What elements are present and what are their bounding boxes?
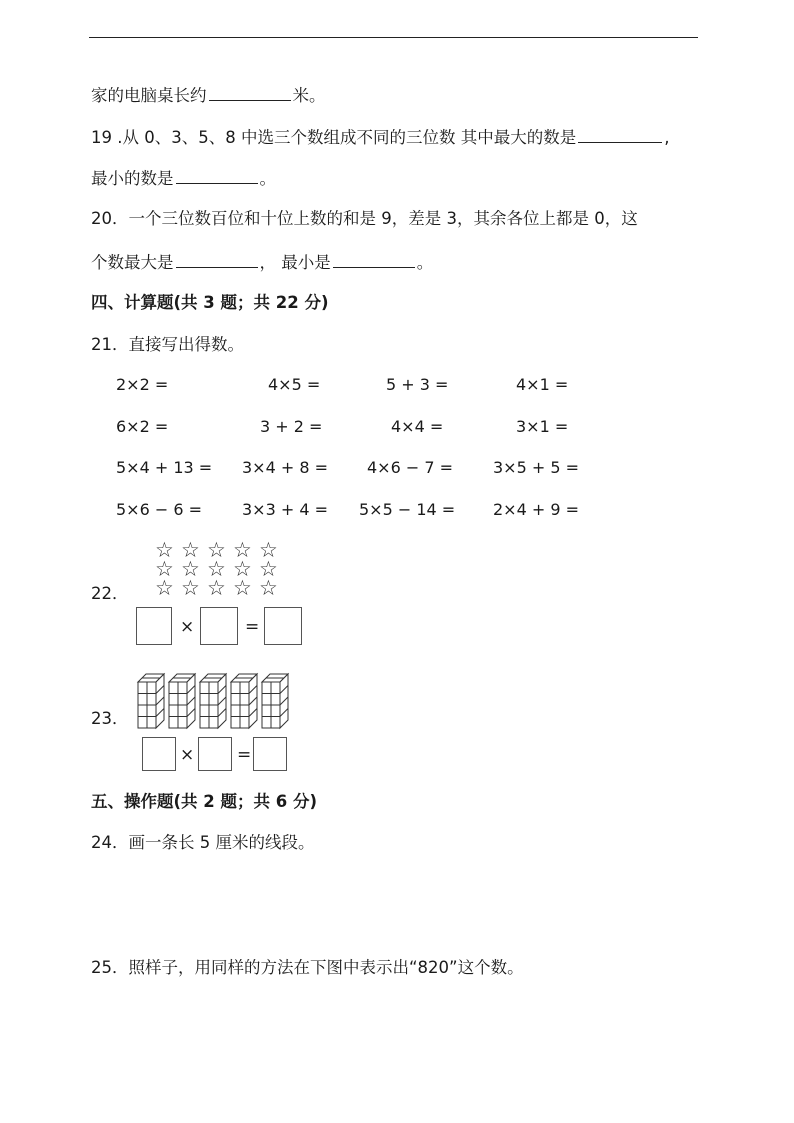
answer-blank[interactable] — [333, 250, 415, 268]
equation: 2×2 = — [116, 375, 169, 394]
question-text: 个数最大是 — [91, 253, 174, 272]
question-20-line1 — [91, 208, 638, 230]
section-heading-4: 四、计算题(共 3 题；共 22 分) — [91, 293, 329, 312]
star-icon: ☆ — [181, 538, 200, 562]
answer-blank[interactable] — [176, 166, 258, 184]
star-icon: ☆ — [155, 576, 174, 600]
equals-sign: = — [237, 745, 252, 765]
equation: 4×1 = — [516, 375, 569, 394]
question-22-label: 22． — [91, 584, 129, 603]
star-icon: ☆ — [207, 538, 226, 562]
header-rule — [89, 37, 698, 38]
answer-box[interactable] — [136, 607, 172, 645]
question-19-line2 — [91, 166, 276, 190]
star-icon: ☆ — [207, 576, 226, 600]
equation: 3×3 + 4 = — [242, 500, 329, 519]
equation: 5×4 + 13 = — [116, 458, 213, 477]
equation: 5 + 3 = — [386, 375, 449, 394]
equation: 4×6 − 7 = — [367, 458, 454, 477]
equation: 6×2 = — [116, 417, 169, 436]
question-21-title: 21．直接写出得数。 — [91, 335, 244, 354]
answer-box[interactable] — [198, 737, 232, 771]
equation: 3×5 + 5 = — [493, 458, 580, 477]
answer-box[interactable] — [253, 737, 287, 771]
cube-stacks-icon — [134, 668, 294, 730]
question-18-continuation — [91, 83, 326, 107]
section-heading-5: 五、操作题(共 2 题；共 6 分) — [91, 792, 318, 811]
equation: 3×1 = — [516, 417, 569, 436]
equation: 3×4 + 8 = — [242, 458, 329, 477]
times-sign: × — [180, 745, 195, 765]
equation: 4×5 = — [268, 375, 321, 394]
star-icon: ☆ — [259, 538, 278, 562]
star-icon: ☆ — [207, 557, 226, 581]
question-19-line1 — [91, 125, 669, 149]
equation: 5×5 − 14 = — [359, 500, 456, 519]
times-sign: × — [180, 617, 195, 637]
star-icon: ☆ — [259, 576, 278, 600]
star-icon: ☆ — [259, 557, 278, 581]
question-text: 最小的数是 — [91, 169, 174, 188]
question-text: 米。 — [292, 86, 326, 105]
equation: 4×4 = — [391, 417, 444, 436]
equals-sign: = — [245, 617, 260, 637]
stars-figure — [140, 536, 305, 648]
question-20-line2 — [91, 250, 433, 274]
equation: 3 + 2 = — [260, 417, 323, 436]
question-text: 。 — [416, 253, 434, 272]
equation: 5×6 − 6 = — [116, 500, 203, 519]
star-icon: ☆ — [181, 557, 200, 581]
star-icon: ☆ — [233, 538, 252, 562]
question-text: 。 — [259, 169, 276, 188]
star-icon: ☆ — [233, 576, 252, 600]
question-text: ， 最小是 — [259, 253, 331, 272]
question-24: 24．画一条长 5 厘米的线段。 — [91, 833, 315, 852]
equation: 2×4 + 9 = — [493, 500, 580, 519]
star-icon: ☆ — [233, 557, 252, 581]
question-25: 25．照样子，用同样的方法在下图中表示出“820”这个数。 — [91, 958, 524, 977]
answer-box[interactable] — [200, 607, 238, 645]
question-text: , — [664, 128, 670, 147]
star-icon: ☆ — [155, 538, 174, 562]
star-icon: ☆ — [181, 576, 200, 600]
answer-box[interactable] — [142, 737, 176, 771]
question-text: 20．一个三位数百位和十位上数的和是 9，差是 3，其余各位上都是 0，这 — [91, 209, 638, 228]
answer-blank[interactable] — [176, 250, 258, 268]
cubes-figure — [134, 668, 294, 776]
question-text: 家的电脑桌长约 — [91, 86, 207, 105]
star-icon: ☆ — [155, 557, 174, 581]
question-23-label: 23． — [91, 709, 129, 728]
question-text: 19 .从 0、3、5、8 中选三个数组成不同的三位数 其中最大的数是 — [91, 128, 577, 147]
answer-box[interactable] — [264, 607, 302, 645]
answer-blank[interactable] — [209, 83, 291, 101]
answer-blank[interactable] — [578, 125, 662, 143]
